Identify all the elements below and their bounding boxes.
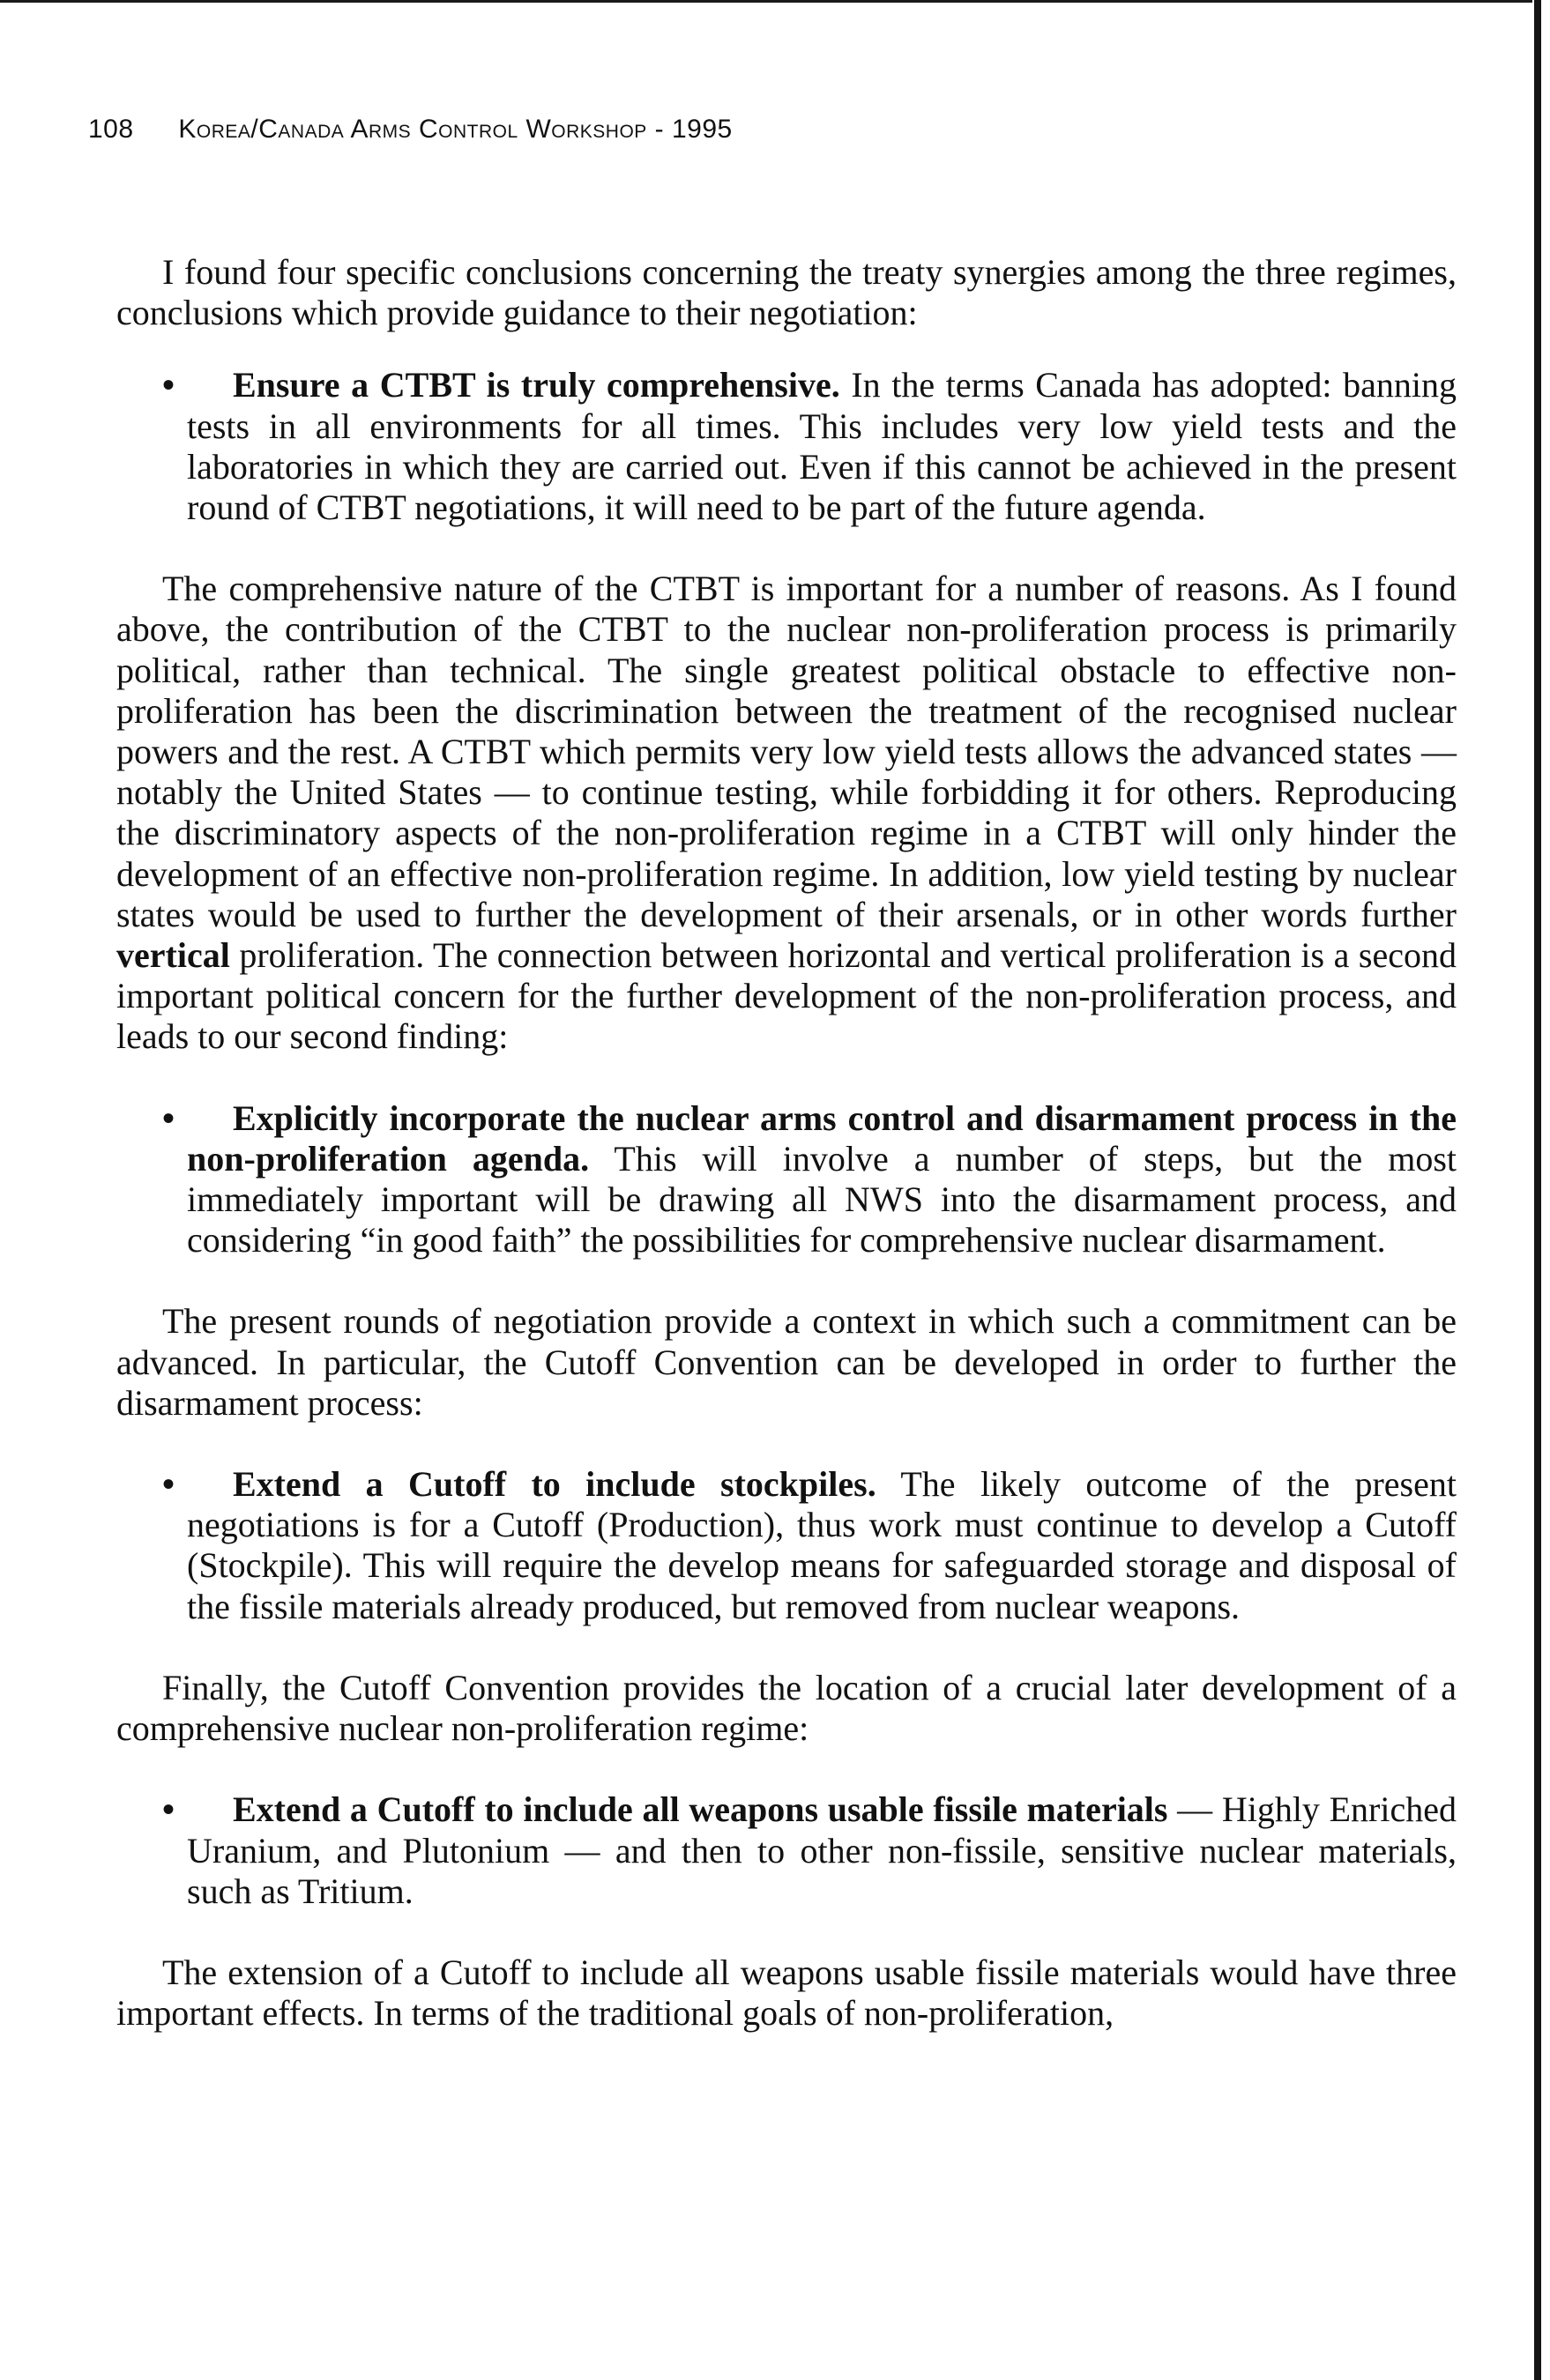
bullet-lead: Explicitly incorporate the nuclear arms control and disarmament process in the non-proliferation agenda. bbox=[187, 1097, 1457, 1179]
body-paragraph-extension: The extension of a Cutoff to include all weapons usable fissile materials would have three important effects. In terms of the traditional goals of non-proliferation, bbox=[116, 1952, 1457, 2034]
bullet-item-fissile bbox=[116, 1789, 1457, 1912]
page-number: 108 bbox=[88, 115, 134, 144]
body-paragraph-cutoff: Finally, the Cutoff Convention provides the location of a crucial later development of a comprehensive nuclear non-proliferation regime: bbox=[116, 1667, 1457, 1749]
page-edge bbox=[1532, 0, 1550, 2380]
bullet-item-ctbt bbox=[116, 365, 1457, 528]
bullet-marker: • bbox=[162, 1464, 175, 1505]
running-header bbox=[88, 115, 1464, 145]
binding-edge-bar bbox=[1534, 0, 1541, 2380]
paragraph-text-continued: proliferation. The connection between horizontal and vertical proliferation is a second important political concern for the further development of the non-proliferation process, and leads to our second finding: bbox=[116, 935, 1457, 1057]
bullet-text: The likely outcome of the present negotiations is for a Cutoff (Production), thus work must continue to develop a Cutoff (Stockpile). This will require the develop means for safeguarded storage and disposal of the fissile materials already produced, but removed from nuclear weapons. bbox=[187, 1464, 1457, 1626]
body-paragraph-negotiation: The present rounds of negotiation provide a context in which such a commitment can be advanced. In particular, the Cutoff Convention can be developed in order to further the disarmament process: bbox=[116, 1301, 1457, 1423]
bullet-marker: • bbox=[162, 365, 175, 405]
paragraph-text: The comprehensive nature of the CTBT is important for a number of reasons. As I found above, the contribution of the CTBT to the nuclear non-proliferation process is primarily political, rather than technical. The single greatest political obstacle to effective non-proliferation has been the discrimination between the treatment of the recognised nuclear powers and the rest. A CTBT which permits very low yield tests allows the advanced states — notably the United States — to continue testing, while forbidding it for others. Reproducing the discriminatory aspects of the non-proliferation regime in a CTBT will only hinder the development of an effective non-proliferation regime. In addition, low yield testing by nuclear states would be used to further the development of their arsenals, or in other words further bbox=[116, 569, 1457, 934]
bullet-text: In the terms Canada has adopted: banning tests in all environments for all times. This includes very low yield tests and the laboratories in which they are carried out. Even if this cannot be achieved in the present round of CTBT negotiations, it will need to be part of the future agenda. bbox=[187, 365, 1457, 528]
bullet-item-stockpiles bbox=[116, 1464, 1457, 1627]
bullet-lead: Extend a Cutoff to include all weapons usable fissile materials bbox=[233, 1789, 1168, 1830]
top-rule bbox=[0, 0, 1532, 3]
emphasis-word: vertical bbox=[116, 935, 230, 976]
page-body bbox=[116, 252, 1457, 2034]
intro-paragraph: I found four specific conclusions concerning the treaty synergies among the three regimes, conclusions which provide guidance to their negotiation: bbox=[116, 252, 1457, 333]
bullet-text: — Highly Enriched Uranium, and Plutonium — and then to other non-fissile, sensitive nuclear materials, such as Tritium. bbox=[187, 1789, 1457, 1911]
bullet-lead: Ensure a CTBT is truly comprehensive. bbox=[233, 365, 840, 405]
bullet-marker: • bbox=[162, 1789, 175, 1830]
body-paragraph-ctbt bbox=[116, 569, 1457, 1057]
bullet-text: This will involve a number of steps, but the most immediately important will be drawing all NWS into the disarmament process, and considering “in good faith” the possibilities for comprehensive nuclear disarmament. bbox=[187, 1138, 1457, 1261]
bullet-item-disarmament bbox=[116, 1098, 1457, 1261]
running-title: Korea/Canada Arms Control Workshop - 1995 bbox=[178, 115, 733, 144]
bullet-lead: Extend a Cutoff to include stockpiles. bbox=[233, 1464, 876, 1505]
bullet-marker: • bbox=[162, 1097, 175, 1138]
